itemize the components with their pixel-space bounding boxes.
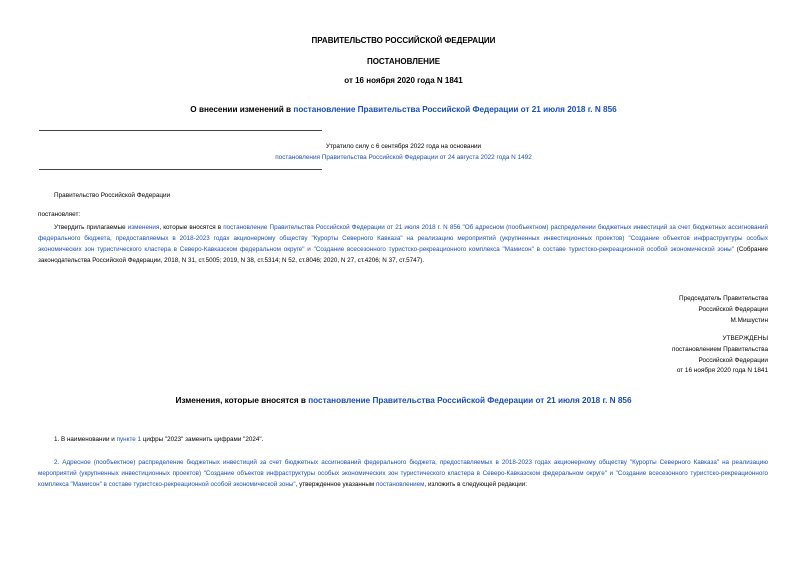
document-title [0, 105, 807, 114]
signature-position: Председатель Правительства [679, 295, 768, 302]
status-note-text: Утратило силу с 6 сентября 2022 года на основании [325, 143, 482, 150]
repeal-resolution-link[interactable]: постановления Правительства Российской Федерации от 24 августа 2022 года N 1492 [275, 153, 532, 161]
government-name: Правительство Российской Федерации [54, 192, 171, 199]
doc-date-number: от 16 ноября 2020 года N 1841 [344, 76, 463, 85]
paragraph-text: (Собрание законодательства Российской Федерации, 2018, N 31, ст.5005; 2019, N 38, ст.5314; N 52, ст.8046; 2020, N 27, ст.4206; N 37, ст.5747). [38, 246, 768, 264]
bottom-divider [39, 169, 322, 170]
changes-link[interactable]: изменения [127, 224, 160, 231]
change-item-2 [38, 457, 768, 490]
approval-block [672, 334, 768, 377]
top-divider [39, 130, 322, 131]
signature-block [679, 294, 768, 326]
distribution-link[interactable]: 2. Адресное (пообъектное) распределение бюджетных инвестиций за счет бюджетных ассигнований федерального бюджета, предоставляемых в 2018-2023 годах акционерному обществу "Курорты Северного Кавказа" на реализацию мероприятий (укрупненных инвестиционных проектов) "Создание объектов инфраструктуры особых экономических зон туристического кластера в Северо-Кавказском федеральном округе" и "Создание всесезонного туристско-рекреационного комплекса "Мамисон" в составе туристско-рекреационной особой экономической зоны" [38, 459, 768, 488]
paragraph-text: , которые вносятся в [159, 224, 224, 231]
paragraph-text: Утвердить прилагаемые [54, 224, 128, 231]
signature-name: М.Мишустин [730, 316, 768, 324]
item-text: , изложить в следующей редакции: [424, 481, 528, 488]
resolution-856-link[interactable]: постановление Правительства Российской Федерации от 21 июля 2018 г. N 856 "Об адресном (пообъектном) распределении бюджетных инвестиций за счет бюджетных ассигнований федерального бюджета, предоставляемых в 2018-2023 годах акционерному обществу "Курорты Северного Кавказа" на реализацию мероприятий (укрупненных инвестиционных проектов) "Создание объектов инфраструктуры особых экономических зон туристического кластера в Северо-Кавказском федеральном округе" и "Создание всесезонного туристско-рекреационного комплекса "Мамисон" в составе туристско-рекреационной особой экономической зоны" [38, 224, 768, 253]
resolution-link[interactable]: постановлением [375, 481, 425, 488]
resolution-paragraph [38, 222, 768, 266]
signature-country: Российской Федерации [698, 305, 768, 313]
item-text: , утвержденное указанным [295, 481, 376, 488]
approval-by: постановлением Правительства [672, 345, 768, 353]
title-resolution-link[interactable]: постановление Правительства Российской Федерации от 21 июля 2018 г. N 856 [293, 105, 617, 114]
approval-country: Российской Федерации [698, 356, 768, 364]
resolves-label: постановляет: [38, 211, 81, 218]
item-text: 1. В наименовании и [54, 436, 117, 443]
status-note [0, 142, 807, 163]
clause-1-link[interactable]: пункте 1 [116, 436, 142, 443]
changes-title-prefix: Изменения, которые вносятся в [175, 396, 309, 405]
change-item-1 [38, 434, 768, 445]
changes-title [0, 396, 807, 405]
approval-label: УТВЕРЖДЕНЫ [722, 335, 768, 342]
government-heading: ПРАВИТЕЛЬСТВО РОССИЙСКОЙ ФЕДЕРАЦИИ [311, 36, 496, 45]
approval-date: от 16 ноября 2020 года N 1841 [676, 367, 768, 375]
doc-type-heading: ПОСТАНОВЛЕНИЕ [366, 57, 441, 66]
item-text: цифры "2023" заменить цифрами "2024". [141, 436, 264, 443]
document-title-prefix: О внесении изменений в [190, 105, 294, 114]
changes-title-resolution-link[interactable]: постановление Правительства Российской Федерации от 21 июля 2018 г. N 856 [308, 396, 632, 405]
